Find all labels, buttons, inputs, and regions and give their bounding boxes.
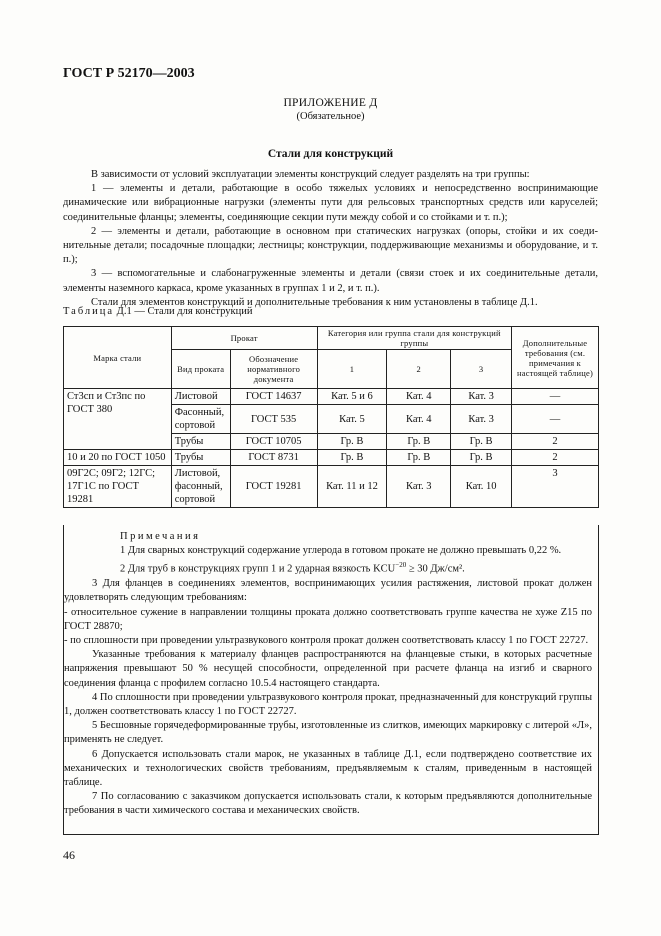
cell-g3: Кат. 3 bbox=[451, 389, 512, 405]
cell-type: Трубы bbox=[171, 450, 230, 466]
cell-doc: ГОСТ 14637 bbox=[230, 389, 317, 405]
standard-header: ГОСТ Р 52170—2003 bbox=[63, 66, 195, 81]
intro-text bbox=[63, 168, 598, 310]
cell-extra: — bbox=[512, 405, 599, 434]
cell-g2: Кат. 4 bbox=[387, 405, 451, 434]
cell-grade: 10 и 20 по ГОСТ 1050 bbox=[64, 450, 172, 466]
cell-g1: Кат. 11 и 12 bbox=[317, 466, 387, 508]
header-group-2: 2 bbox=[387, 350, 451, 389]
cell-type: Листовой, фасонный, сортовой bbox=[171, 466, 230, 508]
cell-g1: Кат. 5 и 6 bbox=[317, 389, 387, 405]
cell-g2: Гр. В bbox=[387, 450, 451, 466]
header-group-1: 1 bbox=[317, 350, 387, 389]
cell-grade: 09Г2С; 09Г2; 12ГС; 17Г1С по ГОСТ 19281 bbox=[64, 466, 172, 508]
intro-paragraph: 1 — элементы и детали, работающие в особо тяжелых условиях и непосредственно воспринимающие динамические или вибрационные нагрузки (элементы пути для рельсовых транспортных средств или каруселей; соединительные фланцы; элементы, соединяющие секции пути между собой и со стойками и т. п.); bbox=[63, 183, 598, 223]
cell-extra: 2 bbox=[512, 434, 599, 450]
note: 3 Для фланцев в соединениях элементов, воспринимающих усилия растяжения, листовой прокат должен удовлетворять следующим требованиям: bbox=[64, 578, 592, 604]
cell-g2: Кат. 3 bbox=[387, 466, 451, 508]
cell-doc: ГОСТ 10705 bbox=[230, 434, 317, 450]
note-2-value: ≥ 30 Дж/см². bbox=[406, 563, 465, 575]
cell-g1: Кат. 5 bbox=[317, 405, 387, 434]
note: 1 Для сварных конструкций содержание углерода в готовом прокате не должно превышать 0,22 %. bbox=[120, 545, 562, 557]
table-header-row bbox=[64, 327, 599, 350]
cell-g2: Гр. В bbox=[387, 434, 451, 450]
note: - относительное сужение в направлении толщины проката должно соответствовать группе качества не хуже Z15 по ГОСТ 28870; bbox=[64, 606, 592, 632]
cell-g1: Гр. В bbox=[317, 434, 387, 450]
cell-extra: 3 bbox=[512, 466, 599, 508]
notes-heading: Примечания bbox=[120, 531, 201, 542]
appendix-subtitle: (Обязательное) bbox=[296, 111, 365, 122]
header-designation: Обозначение нормативного документа bbox=[230, 350, 317, 389]
header-group-3: 3 bbox=[451, 350, 512, 389]
header-category: Категория или группа стали для конструкций группы bbox=[317, 327, 511, 350]
note: 5 Бесшовные горячедеформированные трубы, изготовленные из слитков, имеющих маркировку с литерой «Л», применять не следует. bbox=[64, 720, 592, 746]
intro-paragraph: В зависимости от условий эксплуатации элементы конструкций следует разделять на три группы: bbox=[91, 169, 530, 180]
cell-g3: Гр. В bbox=[451, 450, 512, 466]
cell-g3: Кат. 3 bbox=[451, 405, 512, 434]
note: 7 По согласованию с заказчиком допускается использовать стали, к которым предъявляются дополнительные требования в части химического состава и механических свойств. bbox=[64, 791, 592, 817]
cell-grade: Ст3сп и Ст3пс по ГОСТ 380 bbox=[64, 389, 172, 450]
steel-table bbox=[63, 326, 599, 508]
intro-paragraph: 3 — вспомогательные и слабонагруженные элементы и детали (связи стоек и их соединительные детали, элементы наземного каркаса, кроме указанных в группах 1 и 2, и т. п.). bbox=[63, 268, 598, 294]
section-title: Стали для конструкций bbox=[267, 148, 394, 160]
note: 4 По сплошности при проведении ультразвукового контроля прокат, предназначенный для конструкций группы 1, должен соответствовать классу 1 по ГОСТ 22727. bbox=[64, 691, 592, 717]
header-grade: Марка стали bbox=[64, 327, 172, 389]
note: - по сплошности при проведении ультразвукового контроля прокат должен соответствовать классу 1 по ГОСТ 22727. bbox=[64, 634, 589, 646]
cell-type: Листовой bbox=[171, 389, 230, 405]
appendix-title: ПРИЛОЖЕНИЕ Д bbox=[283, 97, 378, 109]
notes-text bbox=[64, 530, 592, 819]
header-rolled-type: Вид проката bbox=[171, 350, 230, 389]
table-caption-word: Таблица bbox=[63, 306, 115, 317]
notes-box bbox=[63, 525, 599, 835]
table-caption-text: Д.1 — Стали для конструкций bbox=[114, 306, 253, 317]
note: 6 Допускается использовать стали марок, не указанных в таблице Д.1, если подтверждено соответствие их механических и технологических свойств требованиям, предъявляемым к сталям, приведенным в настоящей таблице. bbox=[64, 748, 592, 788]
cell-doc: ГОСТ 19281 bbox=[230, 466, 317, 508]
page-number: 46 bbox=[63, 848, 75, 862]
cell-type: Фасонный, сортовой bbox=[171, 405, 230, 434]
note: Указанные требования к материалу фланцев распространяются на фланцевые стыки, в которых расчетные напряжения превышают 50 % несущей способности, определенной при расчете фланца на изгиб и сварного соединения фланца с профилем согласно 10.5.4 настоящего стандарта. bbox=[64, 649, 592, 689]
cell-g3: Гр. В bbox=[451, 434, 512, 450]
cell-extra: 2 bbox=[512, 450, 599, 466]
table-caption bbox=[63, 306, 252, 317]
cell-g3: Кат. 10 bbox=[451, 466, 512, 508]
note bbox=[92, 558, 592, 577]
header-extra: Дополнительные требования (см. примечания к настоящей таблице) bbox=[512, 327, 599, 389]
table-row bbox=[64, 450, 599, 466]
header-rolled: Прокат bbox=[171, 327, 317, 350]
cell-doc: ГОСТ 8731 bbox=[230, 450, 317, 466]
cell-g1: Гр. В bbox=[317, 450, 387, 466]
intro-paragraph: Стали для элементов конструкций и дополнительные требования к ним установлены в таблице Д.1. bbox=[91, 296, 538, 308]
note-2-superscript: −20 bbox=[395, 561, 407, 570]
note-2-text: 2 Для труб в конструкциях групп 1 и 2 ударная вязкость KCU bbox=[120, 563, 396, 575]
cell-g2: Кат. 4 bbox=[387, 389, 451, 405]
cell-extra: — bbox=[512, 389, 599, 405]
cell-doc: ГОСТ 535 bbox=[230, 405, 317, 434]
table-row bbox=[64, 389, 599, 405]
table-row bbox=[64, 466, 599, 508]
intro-paragraph: 2 — элементы и детали, работающие в основном при статических нагрузках (опоры, стойки и их соединительные детали; посадочные площадки; лестницы; конструкции, поддерживающие механизмы и оборудование, и т. п.); bbox=[63, 225, 598, 266]
cell-type: Трубы bbox=[171, 434, 230, 450]
